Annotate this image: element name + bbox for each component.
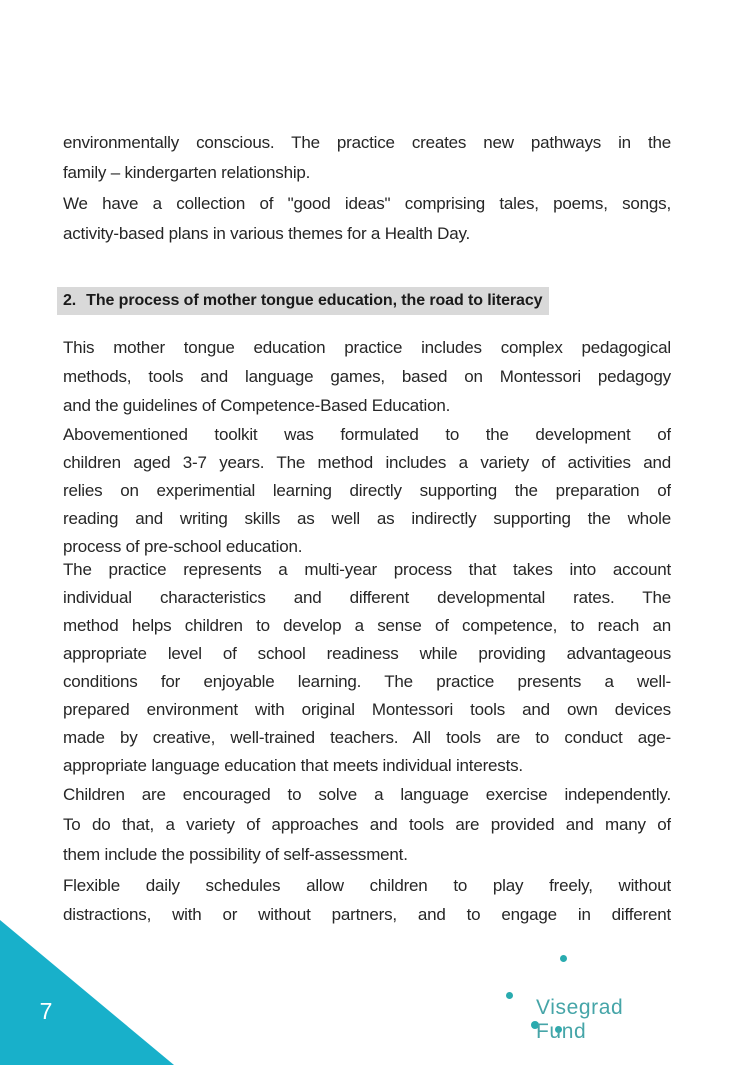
text-line: We have a collection of "good ideas" comprising tales, poems, songs, bbox=[63, 194, 671, 213]
text-line: distractions, with or without partners, and to engage in different bbox=[63, 905, 671, 924]
paragraph bbox=[63, 556, 671, 780]
text-line: family – kindergarten relationship. bbox=[63, 163, 311, 182]
text-line: activity-based plans in various themes for a Health Day. bbox=[63, 224, 471, 243]
paragraph bbox=[63, 128, 671, 188]
logo-dot-icon bbox=[560, 955, 567, 962]
text-line: To do that, a variety of approaches and tools are provided and many of bbox=[63, 815, 671, 834]
text-line: process of pre-school education. bbox=[63, 537, 303, 556]
paragraph bbox=[63, 780, 671, 870]
text-line: The practice represents a multi-year process that takes into account bbox=[63, 560, 671, 579]
text-line: reading and writing skills as well as indirectly supporting the whole bbox=[63, 509, 671, 528]
text-line: and the guidelines of Competence-Based Education. bbox=[63, 396, 451, 415]
text-line: method helps children to develop a sense of competence, to reach an bbox=[63, 616, 671, 635]
text-line: Flexible daily schedules allow children to play freely, without bbox=[63, 876, 671, 895]
text-line: individual characteristics and different developmental rates. The bbox=[63, 588, 671, 607]
logo-dot-icon bbox=[506, 992, 513, 999]
text-line: Children are encouraged to solve a language exercise independently. bbox=[63, 785, 671, 804]
text-line: prepared environment with original Montessori tools and own devices bbox=[63, 700, 671, 719]
heading-text: The process of mother tongue education, the road to literacy bbox=[86, 292, 543, 309]
text-line: This mother tongue education practice includes complex pedagogical bbox=[63, 338, 671, 357]
text-line: them include the possibility of self-assessment. bbox=[63, 845, 408, 864]
heading-number: 2. bbox=[63, 292, 77, 309]
text-line: appropriate level of school readiness while providing advantageous bbox=[63, 644, 671, 663]
paragraph bbox=[63, 421, 671, 561]
text-line: relies on experimential learning directly supporting the preparation of bbox=[63, 481, 671, 500]
paragraph bbox=[63, 871, 671, 929]
section-heading bbox=[63, 286, 703, 315]
heading-highlight bbox=[57, 287, 549, 315]
paragraph bbox=[63, 189, 671, 249]
text-line: methods, tools and language games, based on Montessori pedagogy bbox=[63, 367, 671, 386]
text-line: made by creative, well-trained teachers. All tools are to conduct age- bbox=[63, 728, 671, 747]
text-line: appropriate language education that meets individual interests. bbox=[63, 756, 523, 775]
text-line: Abovementioned toolkit was formulated to the development of bbox=[63, 425, 671, 444]
text-line: children aged 3-7 years. The method includes a variety of activities and bbox=[63, 453, 671, 472]
page-number: 7 bbox=[39, 998, 53, 1024]
text-line: environmentally conscious. The practice creates new pathways in the bbox=[63, 133, 671, 152]
text-line: conditions for enjoyable learning. The practice presents a well- bbox=[63, 672, 671, 691]
logo-text: Visegrad Fund bbox=[536, 996, 624, 1043]
paragraph bbox=[63, 333, 671, 420]
corner-triangle bbox=[0, 920, 174, 1065]
